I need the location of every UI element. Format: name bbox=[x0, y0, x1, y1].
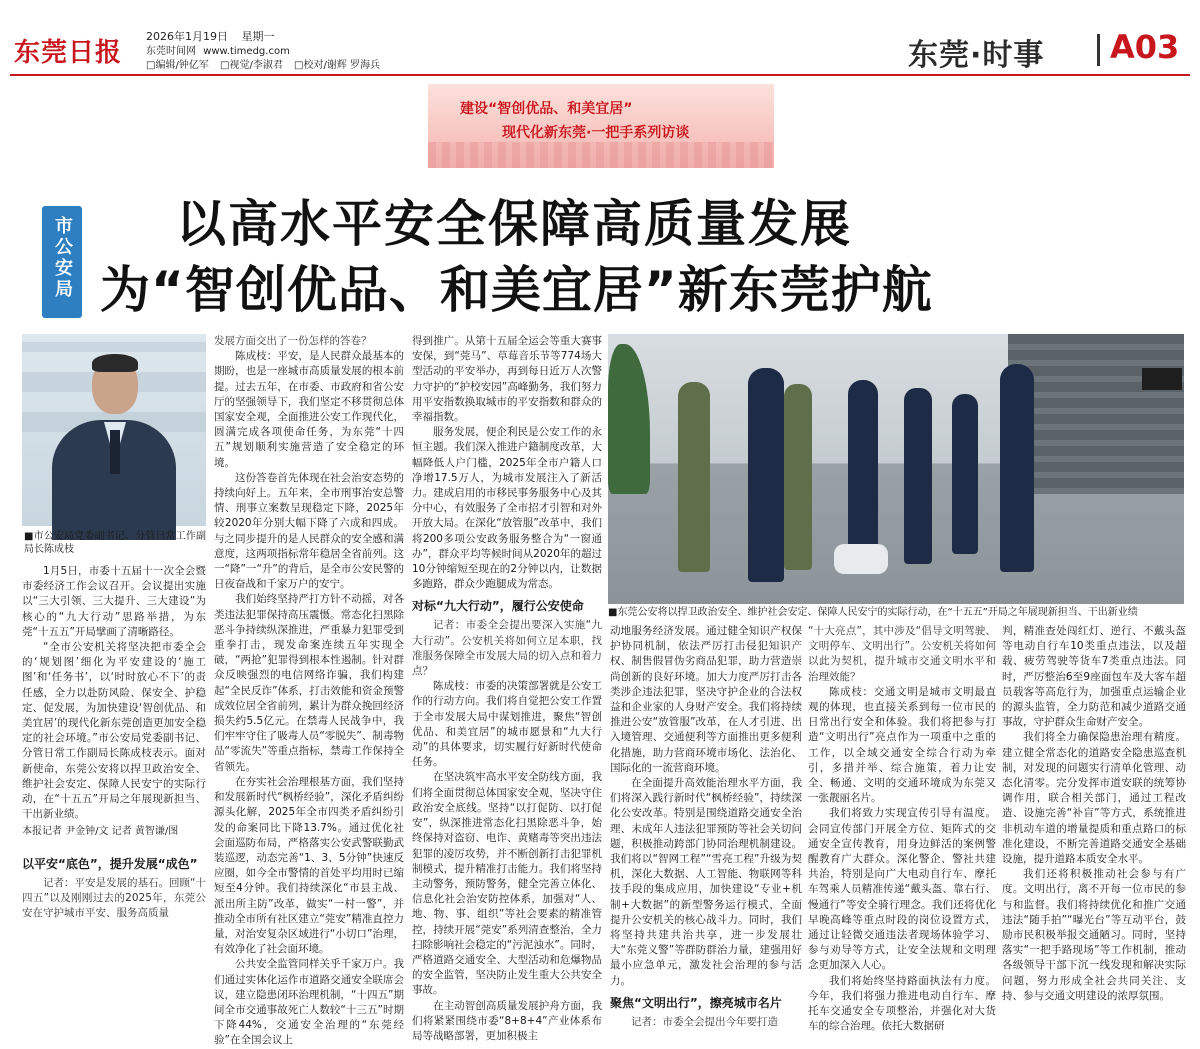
paragraph: 在全面提升高效能治理水平方面，我们将深入践行新时代“枫桥经验”，持续深化公安改革。特别是围绕道路交通安全治理、未成年人违法犯罪预防等社会关切问题，积极推动跨部门协同治理机制建设。我们将以“智网工程”“雪亮工程”升级为契机，深化大数据、人工智能、物联网等科技手段的集成应用，加快建设“专业+机制+大数据”的新型警务运行模式，全面提升公安机关的核心战斗力。同时，我们将坚持共建共治共享，进一步发展壮大“东莞义警”等群防群治力量，建强用好最小应急单元，激发社会治理的参与活力。 bbox=[610, 777, 802, 987]
weekday-text: 星期一 bbox=[241, 30, 275, 43]
paragraph: 1月5日，市委十五届十一次全会暨市委经济工作会议召开。会议提出实施以“三大引领、三大提升、三大建设”为核心的“九大行动”思路举措，为东莞“十五五”开局擘画了清晰路径。 bbox=[22, 565, 206, 638]
paragraph: 陈成枝：平安，是人民群众最基本的期盼，也是一座城市高质量发展的根本前提。过去五年，在市委、市政府和省公安厅的坚强领导下，我们坚定不移贯彻总体国家安全观，全面推进公安工作现代化，圆满完成各项使命任务，为东莞“十四五”规划顺利实施营造了安全稳定的环境。 bbox=[214, 350, 404, 469]
page-number: A03 bbox=[1110, 28, 1180, 66]
banner-line1: 建设“智创优品、和美宜居” bbox=[460, 101, 633, 117]
editor-credit: □编辑/钟亿军 bbox=[146, 60, 209, 71]
paragraph: 陈成枝：交通文明是城市文明最直观的体现，也直接关系到每一位市民的日常出行安全和体验。我们将把参与打造“文明出行”亮点作为一项重中之重的工作，以全域交通安全综合行动为牵引，多措并举、综合施策，着力让安全、畅通、文明的交通环境成为东莞又一张靓丽名片。 bbox=[808, 685, 996, 805]
headline-tag bbox=[42, 206, 82, 318]
photo-officer bbox=[678, 382, 710, 572]
paragraph: 得到推广。从第十五届全运会等重大赛事安保，到“莞马”、草莓音乐节等774场大型活动的平安举办，再到每日近万人次警力守护的“护校安园”高峰勤务，我们努力用平安指数换取城市的平安指数和群众的幸福指数。 bbox=[412, 335, 602, 424]
site-url: www.timedg.com bbox=[203, 46, 290, 57]
newspaper-logo: 东莞日报 bbox=[14, 38, 123, 68]
question: 记者：平安是发展的基石。回顾“十四五”以及刚刚过去的2025年，东莞公安在守护城市平安、服务高质量 bbox=[22, 876, 206, 920]
question: “十大亮点”，其中涉及“倡导文明驾驶、文明停车、文明出行”。公安机关将如何以此为契机，提升城市交通文明水平和治理效能？ bbox=[808, 625, 996, 683]
article-col-4 bbox=[610, 624, 802, 1028]
photo-sign bbox=[1142, 368, 1182, 390]
site-info bbox=[146, 45, 290, 58]
section-title: 东莞·时事 bbox=[908, 38, 1045, 73]
paragraph: 在主动智创高质量发展护舟方面，我们将紧紧围绕市委“8+8+4”产业体系布局等战略部署，更加积极主 bbox=[412, 999, 602, 1042]
article-col-6 bbox=[1002, 624, 1186, 1018]
banner-line2: 现代化新东莞·一把手系列访谈 bbox=[502, 125, 690, 141]
question: 发展方面交出了一份怎样的答卷？ bbox=[214, 335, 372, 347]
paragraph: 动地服务经济发展。通过健全知识产权保护协同机制，依法严厉打击侵犯知识产权、制售假冒伪劣商品犯罪，助力营造崇尚创新的良好环境。加大力度严厉打击各类涉企违法犯罪，坚决守护企业的合法权益和企业家的人身财产安全。我们将持续推进公安“放管服”改革，在人才引进、出入境管理、交通便利等方面推出更多便利化措施，助力营商环境市场化、法治化、国际化的一流营商环境。 bbox=[610, 625, 802, 774]
paragraph: 这份答卷首先体现在社会治安态势的持续向好上。五年来，全市刑事治安总警情、刑事立案数呈现稳定下降，2025年较2020年分别大幅下降了六成和四成。与之同步提升的是人民群众的安全感和满意度，这两项指标常年稳居全省前列。这一“降”一“升”的背后，是全市公安民警的日夜奋战和千家万户的安宁。 bbox=[214, 471, 404, 591]
issue-date bbox=[146, 30, 275, 44]
photo-robot-dog bbox=[834, 544, 888, 574]
headline-line2: 为“智创优品、和美宜居”新东莞护航 bbox=[100, 261, 933, 319]
portrait-tie bbox=[110, 430, 120, 474]
question: 记者：市委全会提出要深入实施“九大行动”。公安机关将如何立足本职，找准服务保障全市发展大局的切入点和着力点？ bbox=[412, 619, 602, 678]
site-label: 东莞时间网 bbox=[146, 46, 196, 57]
photo-trees bbox=[608, 344, 650, 494]
photo-officer bbox=[952, 394, 978, 554]
article-col-5 bbox=[808, 624, 996, 1033]
byline: 本报记者 尹金钟/文 记者 黄智谦/图 bbox=[22, 826, 179, 838]
paragraph: 我们将全力确保隐患治理有精度。建立健全常态化的道路安全隐患巡查机制，对发现的问题实行清单化管理、动态化清零。完分发挥市道安联的统筹协调作用，联合相关部门，通过工程改造、设施完善“补盲”等方式，系统推进非机动车道的增量提质和重点路口的标准化建设，不断完善道路交通安全基础设施，提升道路本质安全水平。 bbox=[1002, 731, 1186, 866]
paragraph: 公共安全监管同样关乎千家万户。我们通过实体化运作市道路交通安全联席会议，建立隐患闭环治理机制，“十四五”期间全市交通事故死亡人数较“十三五”时期下降44%，交通安全治理的“东莞经验”在全国会议上 bbox=[214, 958, 404, 1047]
paragraph: 陈成枝：市委的决策部署就是公安工作的行动方向。我们将自觉把公安工作置于全市发展大局中谋划推进，聚焦“智创优品、和美宜居”的城市愿景和“九大行动”的具体要求，切实履行好新时代使命任务。 bbox=[412, 680, 602, 769]
article-col-2 bbox=[214, 334, 404, 1047]
paragraph: 判，精准查处闯红灯、逆行、不戴头盔等电动自行车10类重点违法，以及超载、疲劳驾驶等货车7类重点违法。同时，严厉整治6至9座面包车及大客车超员载客等高危行为，加强重点运输企业的源头监管，全力防范和减少道路交通事故，守护群众生命财产安全。 bbox=[1002, 625, 1186, 729]
masthead-rule bbox=[10, 74, 1190, 76]
staff-credits bbox=[146, 59, 380, 72]
photo-officer bbox=[748, 368, 784, 582]
paragraph: 我们还将积极推动社会参与有广度。文明出行，离不开每一位市民的参与和监督。我们将持续优化和推广交通违法“随手拍”“曝光台”等互动平台，鼓励市民积极举报交通陋习。同时，坚持落实“一把手路现场”等工作机制，推动各级领导干部下沉一线发现和解决实际问题，努力形成全社会共同关注、支持、参与交通文明建设的浓厚氛围。 bbox=[1002, 868, 1186, 1002]
section-divider bbox=[1097, 34, 1100, 66]
paragraph: 在夯实社会治理根基方面，我们坚持和发展新时代“枫桥经验”，深化矛盾纠纷源头化解，2025年全市四类矛盾纠纷引发的命案同比下降13.7%。通过优化社会面巡防布局，严格落实公安武警联勤武装巡逻，动态完善“1、3、5分钟”快速反应圈，如今全市警情的首处平均用时已缩短至4分钟。我们持续深化“市县主战、派出所主防”改革，做实“一村一警”，并推动全市所有社区建立“莞安”精准直控力量，对治安复杂区域进行“小切口”治理，有效净化了社会面环境。 bbox=[214, 775, 404, 956]
article-col-1 bbox=[22, 564, 206, 1018]
masthead bbox=[0, 0, 1200, 78]
subhead: 以平安“底色”，提升发展“成色” bbox=[22, 856, 198, 871]
paragraph: “全市公安机关将坚决把市委全会的‘规划图’细化为平安建设的‘施工图’和‘任务书’，以‘时时放心不下’的责任感，全力以赴防风险、保安全、护稳定、促发展，为加快建设‘智创优品、和美宜居’的现代化新东莞创造更加安全稳定的社会环境。”市公安局党委副书记、分管日常工作副局长陈成枝表示。面对新使命，东莞公安将以捍卫政治安全、维护社会安定、保障人民安宁的实际行动，在“十五五”开局之年展现新担当、干出新业绩。 bbox=[22, 641, 206, 821]
portrait-hair bbox=[92, 354, 138, 372]
visual-credit: □视觉/李淑君 bbox=[220, 60, 283, 71]
paragraph: 我们将致力实现宣传引导有温度。会同宣传部门开展全方位、矩阵式的交通安全宣传教育，用身边鲜活的案例警醒教育广大群众。深化警企、警社共建共治，特别是向广大电动自行车、摩托车驾乘人员精准传递“戴头盔、靠右行、慢通行”等安全骑行理念。我们还将优化早晚高峰等重点时段的岗位设置方式，通过让轻微交通违法者现场体验学习、参与劝导等方式，让安全法规和文明理念更加深入人心。 bbox=[808, 807, 996, 972]
photo-officer bbox=[904, 388, 932, 564]
portrait-photo bbox=[22, 334, 206, 526]
subhead: 聚焦“文明出行”，擦亮城市名片 bbox=[610, 995, 782, 1010]
photo-officer bbox=[784, 384, 812, 570]
photo-building bbox=[1008, 334, 1184, 494]
date-text: 2026年1月19日 bbox=[146, 30, 228, 43]
photo-officer bbox=[848, 380, 878, 566]
headline-line1: 以高水平安全保障高质量发展 bbox=[176, 195, 852, 253]
paragraph: 在坚决筑牢高水平安全防线方面，我们将全面贯彻总体国家安全观，坚决守住政治安全底线。坚持“以打促防、以打促安”，纵深推进常态化扫黑除恶斗争，始终保持对盗窃、电诈、黄赌毒等突出违法犯罪的凌厉攻势，并不断创新打击犯罪机制模式，提升精准打击能力。我们将坚持主动警务，预防警务，健全完善立体化、信息化社会治安防控体系，加强对“人、地、物、事、组织”等社会要素的精准管控，持续开展“莞安”系列清查整治，全力扫除影响社会稳定的“污泥浊水”。同时，严格道路交通安全、大型活动和危爆物品的安全监管，坚决防止发生重大公共安全事故。 bbox=[412, 771, 602, 997]
paragraph: 服务发展，便企利民是公安工作的永恒主题。我们深入推进户籍制度改革，大幅降低人户门槛，2025年全市户籍人口净增17.5万人，为城市发展注入了新活力。建成启用的市移民事务服务中心及其分中心，有效服务了全市招才引智和对外开放大局。在深化“放管服”改革中，我们将200多项公安政务服务整合为“一窗通办”，群众平均等候时间从2020年的超过10分钟缩短至现在的2分钟以内，让数据多跑路，群众少跑腿成为常态。 bbox=[412, 426, 602, 591]
question: 记者：市委全会提出今年要打造 bbox=[631, 1015, 778, 1028]
main-photo bbox=[608, 334, 1184, 604]
portrait-caption: ■市公安局党委副书记、分管日常工作副局长陈成枝 bbox=[24, 531, 206, 555]
article-col-3 bbox=[412, 334, 602, 1042]
banner-skyline bbox=[428, 142, 774, 168]
headline-tag-text: 市公安局 bbox=[52, 216, 73, 300]
paragraph: 我们将始终坚持路面执法有力度。今年，我们将强力推进电动自行车、摩托车交通安全专项整治，并强化对大货车的综合治理。依托大数据研 bbox=[808, 974, 996, 1033]
photo-caption: ■东莞公安将以捍卫政治安全、维护社会安定、保障人民安宁的实际行动，在“十五五”开局之年展现新担当、干出新业绩 bbox=[608, 607, 1138, 618]
series-banner bbox=[428, 84, 774, 168]
photo-officer bbox=[1000, 364, 1034, 572]
proofread-credit: □校对/谢辉 罗海兵 bbox=[294, 60, 381, 71]
paragraph: 我们始终坚持严打方针不动摇，对各类违法犯罪保持高压震慑。常态化扫黑除恶斗争持续纵深推进，严重暴力犯罪受到重拳打击，现发命案连续五年实现全破，“两抢”犯罪得到根本性遏制。针对群众反映强烈的电信网络诈骗，我们构建起“全民反诈”体系，打击效能和资金预警成效位居全省前列，累计为群众挽回经济损失约5.5亿元。在禁毒人民战争中，我们牢牢守住了吸毒人员“零脱失”、制毒物品“零流失”等重点指标，禁毒工作保持全省领先。 bbox=[214, 593, 404, 773]
subhead: 对标“九大行动”，履行公安使命 bbox=[412, 599, 584, 614]
